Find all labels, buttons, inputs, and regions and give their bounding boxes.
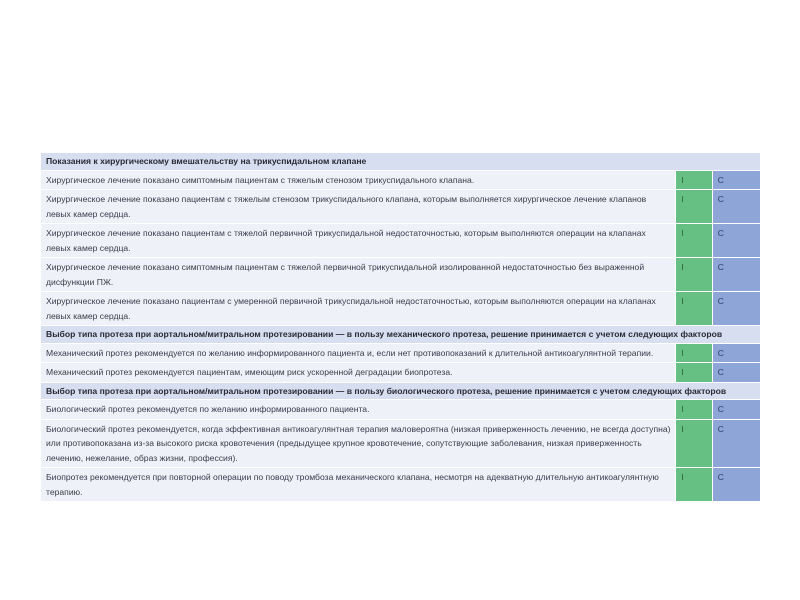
table-row [41, 258, 760, 292]
recommendation-text: Хирургическое лечение показано симптомным пациентам с тяжелым стенозом трикуспидального клапана. [41, 170, 676, 190]
section-header-row [41, 326, 760, 344]
table-row [41, 363, 760, 383]
section-header-text: Выбор типа протеза при аортальном/митральном протезировании — в пользу механического протеза, решение принимается с учетом следующих факторов [41, 326, 760, 344]
evidence-level-cell: C [712, 363, 760, 383]
recommendation-class-cell: I [676, 190, 712, 224]
evidence-level-cell: C [712, 400, 760, 420]
table-row [41, 224, 760, 258]
evidence-level-cell: C [712, 419, 760, 468]
table-row [41, 292, 760, 326]
recommendation-class-cell: I [676, 419, 712, 468]
recommendation-text: Хирургическое лечение показано пациентам с тяжелой первичной трикуспидальной недостаточностью, которым выполняются операции на клапанах левых камер сердца. [41, 224, 676, 258]
evidence-level-cell: C [712, 292, 760, 326]
recommendation-text: Биологический протез рекомендуется, когда эффективная антикоагулянтная терапия маловероятна (низкая приверженность лечению, не всегда доступна) или противопоказана из-за высокого риска кровотечения (предыдущее крупное кровотечение, сопутствующие заболевания, низкая приверженность лечению, нежелание, образ жизни, профессия). [41, 419, 676, 468]
recommendation-text: Хирургическое лечение показано пациентам с умеренной первичной трикуспидальной недостаточностью, которым выполняются операции на клапанах левых камер сердца. [41, 292, 676, 326]
recommendation-class-cell: I [676, 258, 712, 292]
evidence-level-cell: C [712, 258, 760, 292]
recommendation-text: Механический протез рекомендуется пациентам, имеющим риск ускоренной деградации биопротеза. [41, 363, 676, 383]
section-header-row [41, 153, 760, 170]
recommendation-text: Хирургическое лечение показано симптомным пациентам с тяжелой первичной трикуспидальной изолированной недостаточностью без выраженной дисфункции ПЖ. [41, 258, 676, 292]
table-row [41, 343, 760, 363]
recommendation-class-cell: I [676, 170, 712, 190]
recommendations-table [41, 153, 760, 502]
table-row [41, 170, 760, 190]
table-row [41, 190, 760, 224]
recommendation-class-cell: I [676, 468, 712, 502]
recommendation-text: Биопротез рекомендуется при повторной операции по поводу тромбоза механического клапана, несмотря на адекватную длительную антикоагулянтную терапию. [41, 468, 676, 502]
recommendation-text: Биологический протез рекомендуется по желанию информированного пациента. [41, 400, 676, 420]
evidence-level-cell: C [712, 170, 760, 190]
recommendation-class-cell: I [676, 343, 712, 363]
evidence-level-cell: C [712, 343, 760, 363]
recommendation-text: Механический протез рекомендуется по желанию информированного пациента и, если нет противопоказаний к длительной антикоагулянтной терапии. [41, 343, 676, 363]
table-row [41, 400, 760, 420]
evidence-level-cell: C [712, 468, 760, 502]
table-row [41, 468, 760, 502]
table-body [41, 153, 760, 502]
recommendation-class-cell: I [676, 292, 712, 326]
section-header-row [41, 382, 760, 400]
evidence-level-cell: C [712, 224, 760, 258]
section-header-text: Показания к хирургическому вмешательству на трикуспидальном клапане [41, 153, 760, 170]
recommendation-text: Хирургическое лечение показано пациентам с тяжелым стенозом трикуспидального клапана, которым выполняется хирургическое лечение клапанов левых камер сердца. [41, 190, 676, 224]
recommendation-class-cell: I [676, 363, 712, 383]
section-header-text: Выбор типа протеза при аортальном/митральном протезировании — в пользу биологического протеза, решение принимается с учетом следующих факторов [41, 382, 760, 400]
recommendation-class-cell: I [676, 400, 712, 420]
recommendation-class-cell: I [676, 224, 712, 258]
table-row [41, 419, 760, 468]
evidence-level-cell: C [712, 190, 760, 224]
